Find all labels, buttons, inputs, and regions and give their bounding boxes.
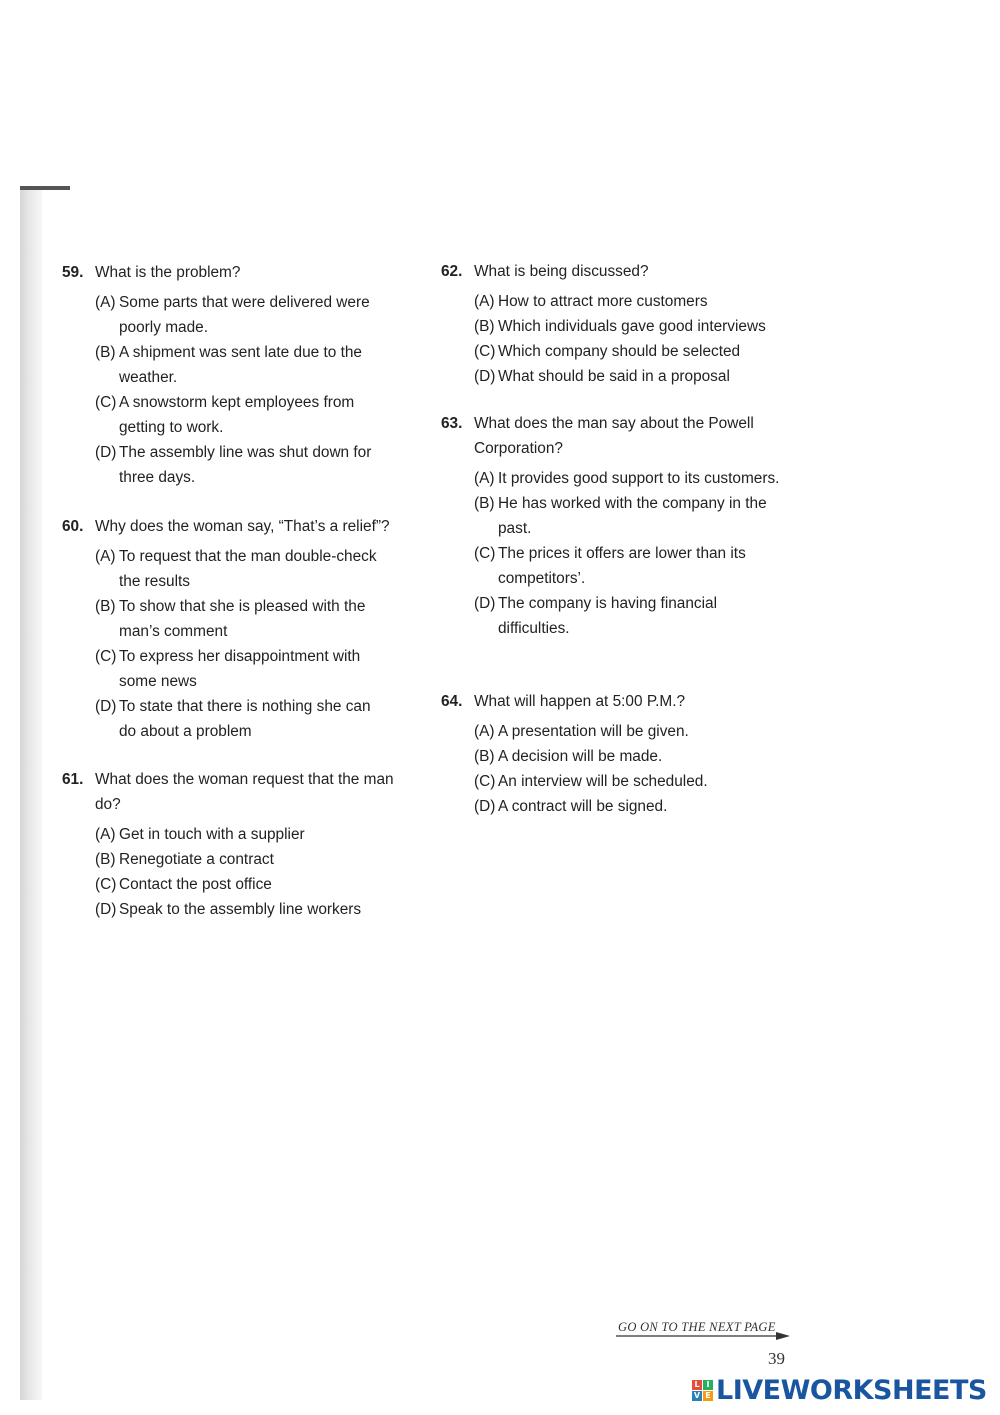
- option-letter: (D): [474, 798, 496, 815]
- option-c[interactable]: [474, 339, 798, 364]
- option-d[interactable]: [474, 364, 798, 389]
- option-text: The assembly line was shut down for three days.: [119, 444, 372, 486]
- option-d[interactable]: [474, 591, 788, 641]
- option-text: A shipment was sent late due to the weather.: [119, 344, 362, 386]
- option-letter: (A): [474, 723, 495, 740]
- option-letter: (B): [474, 748, 495, 765]
- option-letter: (D): [95, 444, 117, 461]
- question-number: 60.: [62, 518, 84, 535]
- option-a[interactable]: [474, 466, 788, 491]
- option-text: A contract will be signed.: [498, 798, 668, 815]
- option-text: What should be said in a proposal: [498, 368, 730, 385]
- option-c[interactable]: [95, 644, 413, 694]
- option-b[interactable]: [95, 340, 413, 390]
- option-text: The company is having financial difficulties.: [498, 595, 718, 637]
- question-62: [441, 259, 798, 389]
- option-text: How to attract more customers: [498, 293, 708, 310]
- option-text: Contact the post office: [119, 876, 272, 893]
- option-text: Which company should be selected: [498, 343, 741, 360]
- option-b[interactable]: [95, 594, 413, 644]
- logo-letter: E: [703, 1391, 713, 1401]
- option-c[interactable]: [474, 769, 798, 794]
- option-letter: (B): [95, 598, 116, 615]
- option-a[interactable]: [95, 290, 413, 340]
- option-letter: (A): [474, 470, 495, 487]
- option-letter: (B): [95, 851, 116, 868]
- question-number: 63.: [441, 415, 463, 432]
- question-number: 59.: [62, 264, 84, 281]
- option-letter: (C): [95, 394, 117, 411]
- option-letter: (C): [95, 876, 117, 893]
- question-text: What does the woman request that the man do?: [95, 771, 394, 813]
- question-text: Why does the woman say, “That’s a relief”?: [95, 518, 390, 535]
- option-b[interactable]: [474, 314, 798, 339]
- option-letter: (B): [474, 318, 495, 335]
- option-text: Speak to the assembly line workers: [119, 901, 362, 918]
- option-d[interactable]: [474, 794, 798, 819]
- option-text: To express her disappointment with some news: [119, 648, 361, 690]
- question-text: What does the man say about the Powell Corporation?: [474, 415, 754, 457]
- option-letter: (D): [474, 595, 496, 612]
- question-60: [62, 514, 413, 744]
- logo-letter: V: [693, 1391, 701, 1400]
- option-text: A presentation will be given.: [498, 723, 689, 740]
- question-59: [62, 260, 413, 490]
- option-letter: (C): [474, 773, 496, 790]
- option-letter: (D): [95, 698, 117, 715]
- liveworksheets-logo-icon: [692, 1380, 713, 1401]
- scan-edge-mark: [20, 186, 70, 190]
- option-text: The prices it offers are lower than its competitors’.: [498, 545, 746, 587]
- option-d[interactable]: [95, 694, 413, 744]
- option-text: To request that the man double-check the results: [119, 548, 377, 590]
- option-a[interactable]: [474, 719, 798, 744]
- option-text: An interview will be scheduled.: [498, 773, 708, 790]
- option-text: Get in touch with a supplier: [119, 826, 305, 843]
- page-number: 39: [768, 1349, 785, 1368]
- option-text: To state that there is nothing she can do about a problem: [119, 698, 371, 740]
- option-text: To show that she is pleased with the man’s comment: [119, 598, 366, 640]
- option-b[interactable]: [95, 847, 413, 872]
- option-text: Which individuals gave good interviews: [498, 318, 766, 335]
- option-a[interactable]: [95, 544, 413, 594]
- question-63: [441, 411, 788, 641]
- logo-letter: L: [692, 1380, 702, 1390]
- option-letter: (C): [474, 545, 496, 562]
- option-c[interactable]: [95, 390, 413, 440]
- option-text: A snowstorm kept employees from getting to work.: [119, 394, 355, 436]
- option-letter: (C): [95, 648, 117, 665]
- option-letter: (A): [95, 826, 116, 843]
- option-text: A decision will be made.: [498, 748, 663, 765]
- question-64: [441, 689, 798, 819]
- option-text: Some parts that were delivered were poorly made.: [119, 294, 370, 336]
- option-b[interactable]: [474, 491, 788, 541]
- question-text: What is the problem?: [95, 264, 241, 281]
- question-text: What is being discussed?: [474, 263, 649, 280]
- option-letter: (B): [95, 344, 116, 361]
- logo-letter: I: [703, 1380, 713, 1390]
- next-page-label: GO ON TO THE NEXT PAGE: [618, 1320, 776, 1334]
- option-letter: (D): [95, 901, 117, 918]
- option-text: Renegotiate a contract: [119, 851, 274, 868]
- option-letter: (A): [474, 293, 495, 310]
- option-d[interactable]: [95, 440, 413, 490]
- question-number: 64.: [441, 693, 463, 710]
- option-d[interactable]: [95, 897, 413, 922]
- arrow-right-icon: [616, 1331, 791, 1341]
- brand-text: LIVEWORKSHEETS: [716, 1375, 987, 1406]
- option-text: He has worked with the company in the past.: [498, 495, 767, 537]
- option-b[interactable]: [474, 744, 798, 769]
- option-letter: (A): [95, 548, 116, 565]
- option-a[interactable]: [95, 822, 413, 847]
- liveworksheets-brand: [692, 1375, 987, 1406]
- option-letter: (D): [474, 368, 496, 385]
- option-letter: (C): [474, 343, 496, 360]
- option-text: It provides good support to its customers.: [498, 470, 780, 487]
- question-61: [62, 767, 413, 922]
- option-c[interactable]: [95, 872, 413, 897]
- scan-edge-shadow: [20, 188, 42, 1400]
- option-letter: (B): [474, 495, 495, 512]
- question-number: 62.: [441, 263, 463, 280]
- option-letter: (A): [95, 294, 116, 311]
- question-text: What will happen at 5:00 P.M.?: [474, 693, 686, 710]
- question-number: 61.: [62, 771, 84, 788]
- option-c[interactable]: [474, 541, 788, 591]
- option-a[interactable]: [474, 289, 798, 314]
